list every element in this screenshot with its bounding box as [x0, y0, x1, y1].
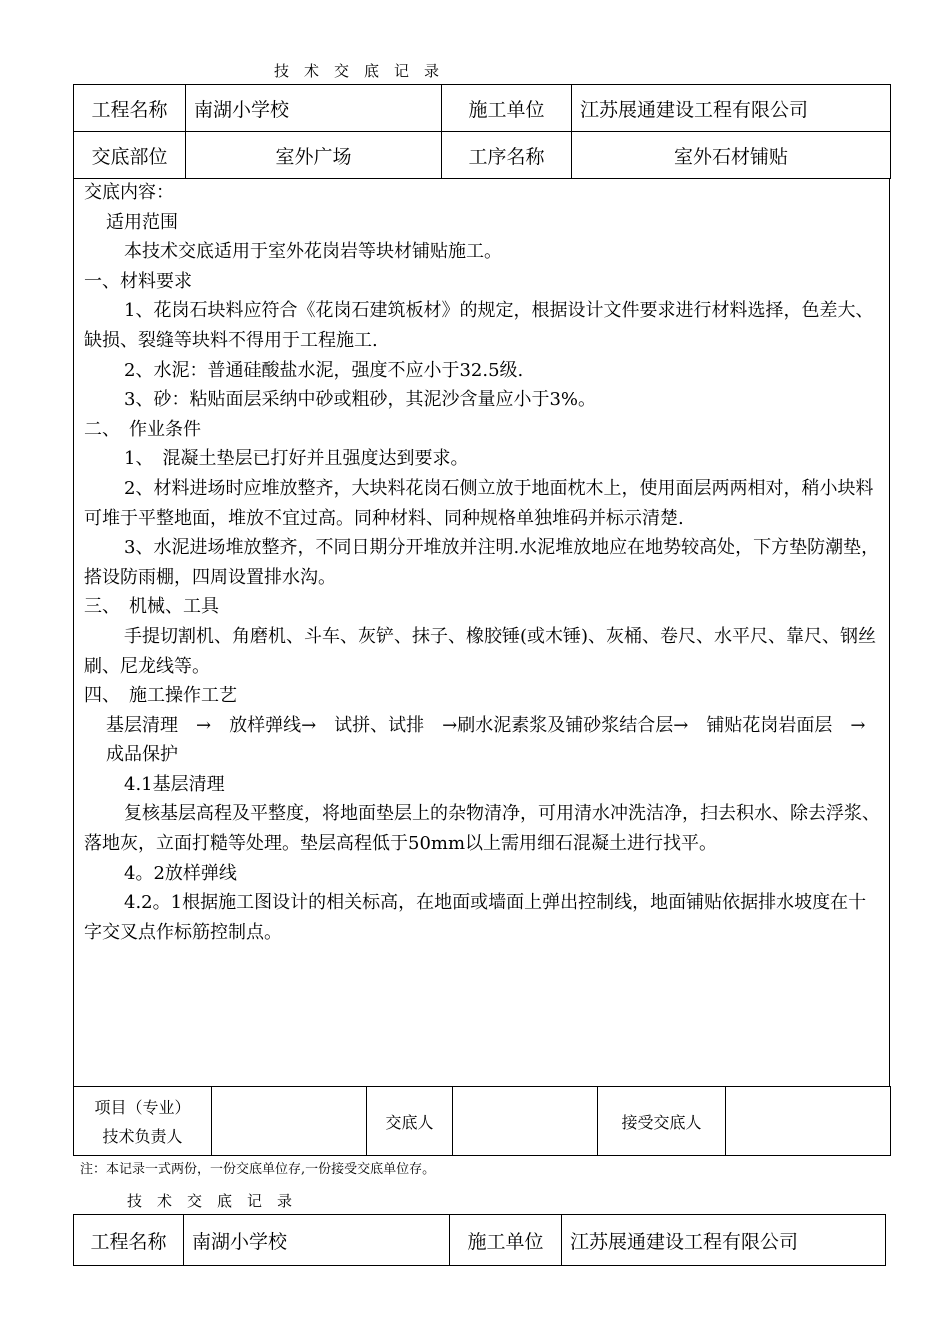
- content-line: 适用范围: [106, 211, 178, 233]
- construction-unit-value: 江苏展通建设工程有限公司: [572, 85, 891, 132]
- header-row-1: [74, 85, 891, 132]
- section-heading: 二、 作业条件: [84, 418, 201, 440]
- content-line: 复核基层高程及平整度，将地面垫层上的杂物清净，可用清水冲洗洁净，扫去积水、除去浮浆、落地灰，立面打糙等处理。垫层高程低于50mm以上需用细石混凝土进行找平。: [84, 803, 880, 855]
- content-line: 4.1基层清理: [124, 773, 225, 795]
- process-name-label: 工序名称: [442, 132, 572, 179]
- content-line: 本技术交底适用于室外花岗岩等块材铺贴施工。: [124, 241, 502, 263]
- construction-unit-value: 江苏展通建设工程有限公司: [562, 1215, 886, 1266]
- tech-lead-label-line1: 项目（专业）: [94, 1098, 191, 1117]
- footnote: 注：本记录一式两份，一份交底单位存,一份接受交底单位存。: [80, 1162, 436, 1177]
- page-title-2: 技术交底记录: [127, 1192, 308, 1210]
- content-heading: 交底内容：: [84, 182, 174, 203]
- process-name-value: 室外石材铺贴: [572, 132, 891, 179]
- construction-unit-label: 施工单位: [442, 85, 572, 132]
- receiver-label: 接受交底人: [598, 1087, 726, 1156]
- content-line: 4.2。1根据施工图设计的相关标高，在地面或墙面上弹出控制线，地面铺贴依据排水坡度在十字交叉点作标筋控制点。: [84, 892, 867, 943]
- disclosure-part-value: 室外广场: [186, 132, 442, 179]
- section-heading: 四、 施工操作工艺: [84, 685, 237, 707]
- construction-unit-label: 施工单位: [450, 1215, 562, 1266]
- discloser-label: 交底人: [367, 1087, 453, 1156]
- disclosure-part-label: 交底部位: [74, 132, 186, 179]
- tech-lead-label-line2: 技术负责人: [102, 1127, 183, 1146]
- header-row-2-1: [74, 1215, 886, 1266]
- signature-table: [73, 1086, 891, 1156]
- header-table-2: [73, 1214, 886, 1266]
- discloser-signature-field[interactable]: [453, 1087, 598, 1156]
- receiver-signature-field[interactable]: [726, 1087, 891, 1156]
- content-line: 3、砂：粘贴面层采纳中砂或粗砂，其泥沙含量应小于3%。: [124, 389, 597, 411]
- header-table: [73, 84, 891, 179]
- content-line: 2、材料进场时应堆放整齐，大块料花岗石侧立放于地面枕木上，使用面层两两相对，稍小块料可堆于平整地面，堆放不宜过高。同种材料、同种规格单独堆码并标示清楚.: [84, 477, 874, 529]
- project-name-label: 工程名称: [74, 1215, 184, 1266]
- tech-lead-label: [74, 1087, 212, 1156]
- section-heading: 三、 机械、工具: [84, 596, 219, 618]
- content-line: 2、水泥：普通硅酸盐水泥，强度不应小于32.5级.: [124, 359, 524, 381]
- project-name-value: 南湖小学校: [184, 1215, 450, 1266]
- content-line: 4。2放样弹线: [124, 862, 237, 884]
- disclosure-content: [84, 178, 884, 947]
- content-line: 1、 混凝土垫层已打好并且强度达到要求。: [124, 448, 469, 470]
- tech-lead-signature-field[interactable]: [212, 1087, 367, 1156]
- header-row-2: [74, 132, 891, 179]
- signature-row: [74, 1087, 891, 1156]
- section-heading: 一、材料要求: [84, 270, 192, 292]
- content-line: 基层清理 → 放样弹线→ 试拼、试排 →刷水泥素浆及铺砂浆结合层→ 铺贴花岗岩面层 → 成品保护: [106, 714, 884, 766]
- content-line: 1、花岗石块料应符合《花岗石建筑板材》的规定，根据设计文件要求进行材料选择，色差大、缺损、裂缝等块料不得用于工程施工.: [84, 300, 874, 351]
- page-title: 技术交底记录: [274, 62, 455, 80]
- content-line: 3、水泥进场堆放整齐，不同日期分开堆放并注明.水泥堆放地应在地势较高处，下方垫防潮垫，搭设防雨棚，四周设置排水沟。: [84, 537, 880, 588]
- content-line: 手提切割机、角磨机、斗车、灰铲、抹子、橡胶锤(或木锤)、灰桶、卷尺、水平尺、靠尺、钢丝刷、尼龙线等。: [84, 625, 877, 677]
- project-name-label: 工程名称: [74, 85, 186, 132]
- project-name-value: 南湖小学校: [186, 85, 442, 132]
